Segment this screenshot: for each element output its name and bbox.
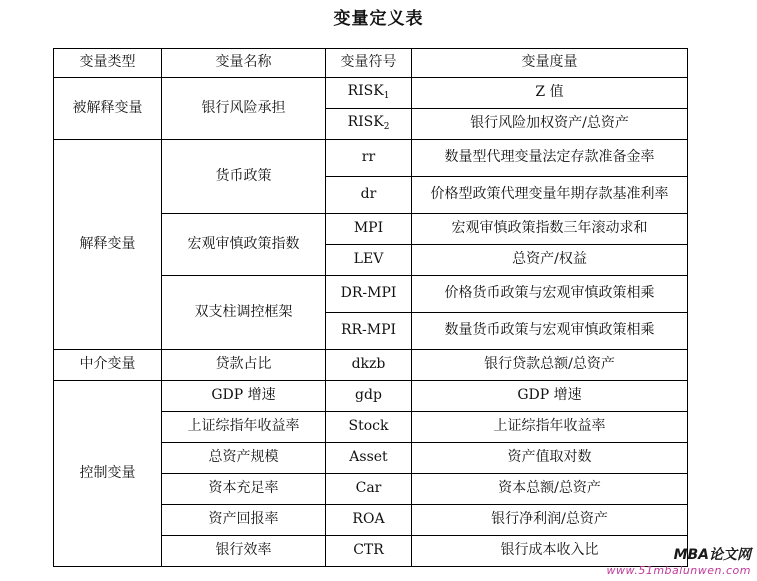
measure-roa: 银行净利润/总资产 [412, 505, 688, 536]
name-car: 资本充足率 [162, 474, 326, 505]
measure-dkzb: 银行贷款总额/总资产 [412, 350, 688, 381]
header-variable-symbol: 变量符号 [326, 49, 412, 78]
name-bank-risk: 银行风险承担 [162, 78, 326, 140]
measure-gdp: GDP 增速 [412, 381, 688, 412]
header-variable-measure: 变量度量 [412, 49, 688, 78]
name-dual-pillar: 双支柱调控框架 [162, 276, 326, 350]
measure-dr: 价格型政策代理变量年期存款基准利率 [412, 177, 688, 214]
measure-risk2: 银行风险加权资产/总资产 [412, 109, 688, 140]
name-asset: 总资产规模 [162, 443, 326, 474]
table-row [54, 78, 688, 109]
measure-ctr: 银行成本收入比 [412, 536, 688, 567]
symbol-risk1: $RISK_1$ [326, 78, 412, 109]
watermark [607, 544, 751, 577]
header-variable-type: 变量类型 [54, 49, 162, 78]
type-explained: 被解释变量 [54, 78, 162, 140]
table-row [54, 350, 688, 381]
measure-rr: 数量型代理变量法定存款准备金率 [412, 140, 688, 177]
symbol-mpi: MPI [326, 214, 412, 245]
name-stock: 上证综指年收益率 [162, 412, 326, 443]
measure-stock: 上证综指年收益率 [412, 412, 688, 443]
name-roa: 资产回报率 [162, 505, 326, 536]
symbol-lev: LEV [326, 245, 412, 276]
symbol-dkzb: dkzb [326, 350, 412, 381]
symbol-rr: rr [326, 140, 412, 177]
variable-definition-table [53, 48, 688, 567]
name-macroprudential: 宏观审慎政策指数 [162, 214, 326, 276]
symbol-stock: Stock [326, 412, 412, 443]
symbol-dr-mpi: DR-MPI [326, 276, 412, 313]
measure-mpi: 宏观审慎政策指数三年滚动求和 [412, 214, 688, 245]
table-row [54, 381, 688, 412]
watermark-url: www.51mbalunwen.com [606, 564, 751, 577]
type-mediator: 中介变量 [54, 350, 162, 381]
symbol-ctr: CTR [326, 536, 412, 567]
symbol-car: Car [326, 474, 412, 505]
header-variable-name: 变量名称 [162, 49, 326, 78]
name-ctr: 银行效率 [162, 536, 326, 567]
measure-risk1: Z 值 [412, 78, 688, 109]
measure-dr-mpi: 价格货币政策与宏观审慎政策相乘 [412, 276, 688, 313]
symbol-rr-mpi: RR-MPI [326, 313, 412, 350]
type-control: 控制变量 [54, 381, 162, 567]
type-explanatory: 解释变量 [54, 140, 162, 350]
symbol-risk2: $RISK_2$ [326, 109, 412, 140]
measure-car: 资本总额/总资产 [412, 474, 688, 505]
name-loan-share: 贷款占比 [162, 350, 326, 381]
symbol-gdp: gdp [326, 381, 412, 412]
table-row [54, 140, 688, 177]
table-title: 变量定义表 [333, 9, 424, 29]
name-monetary-policy: 货币政策 [162, 140, 326, 214]
symbol-roa: ROA [326, 505, 412, 536]
name-gdp: GDP 增速 [162, 381, 326, 412]
watermark-brand: MBA论文网 [673, 547, 751, 563]
measure-lev: 总资产/权益 [412, 245, 688, 276]
table-header-row [54, 49, 688, 78]
symbol-asset: Asset [326, 443, 412, 474]
measure-asset: 资产值取对数 [412, 443, 688, 474]
symbol-dr: dr [326, 177, 412, 214]
measure-rr-mpi: 数量货币政策与宏观审慎政策相乘 [412, 313, 688, 350]
